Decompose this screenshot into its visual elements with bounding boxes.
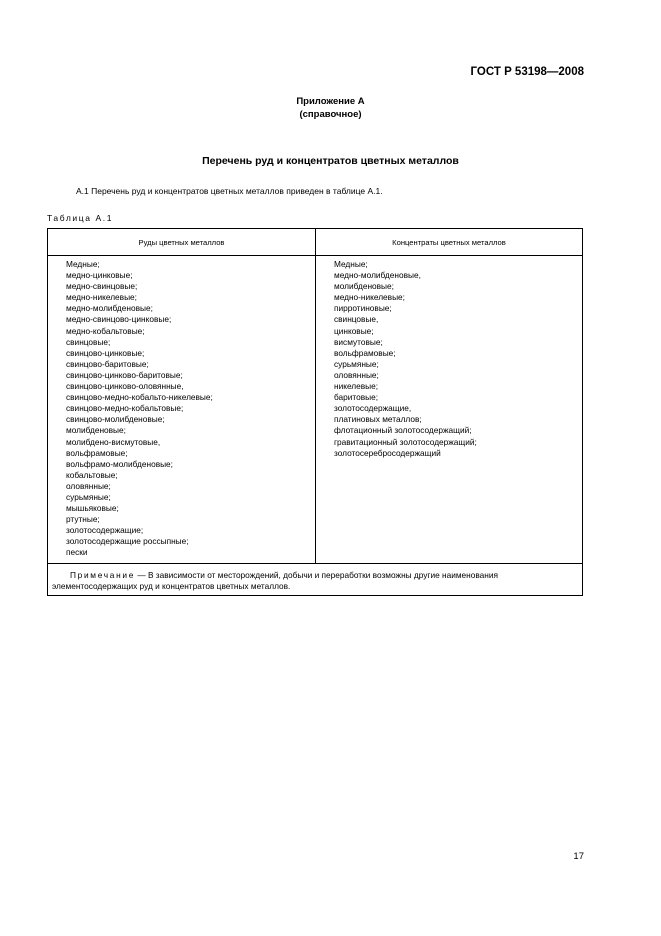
concentrate-item: молибденовые; xyxy=(334,281,394,292)
page-number: 17 xyxy=(573,851,584,862)
concentrate-item: золотосеребросодержащий xyxy=(334,447,441,458)
ore-item: медно-молибденовые; xyxy=(66,303,153,314)
concentrate-item: вольфрамовые; xyxy=(334,347,396,358)
note-text: — В зависимости от месторождений, добычи и переработки возможны другие наименования элементосодержащих руд и концентратов цветных металлов. xyxy=(52,569,498,591)
appendix-title: Приложение А xyxy=(296,96,365,107)
ore-item: вольфрамо-молибденовые; xyxy=(66,458,173,469)
ore-item: сурьмяные; xyxy=(66,491,111,502)
table-label: Таблица А.1 xyxy=(47,213,114,223)
ore-item: золотосодержащие россыпные; xyxy=(66,536,189,547)
ore-item: свинцово-медно-кобальто-никелевые; xyxy=(66,392,213,403)
appendix-type: (справочное) xyxy=(299,109,362,120)
ore-item: Медные; xyxy=(66,259,100,269)
concentrate-item: гравитационный золотосодержащий; xyxy=(334,436,477,447)
ore-item: молибдено-висмутовые, xyxy=(66,436,161,447)
concentrates-list xyxy=(316,256,582,463)
ore-item: ртутные; xyxy=(66,514,100,525)
column-header-ores: Руды цветных металлов xyxy=(48,229,316,256)
concentrate-item: баритовые; xyxy=(334,392,379,403)
concentrate-item: Медные; xyxy=(334,259,368,269)
ore-item: медно-свинцовые; xyxy=(66,281,138,292)
table-body-row xyxy=(48,256,583,564)
metals-table xyxy=(47,228,583,596)
concentrate-item: висмутовые; xyxy=(334,336,383,347)
concentrate-item: никелевые; xyxy=(334,381,379,392)
ore-item: вольфрамовые; xyxy=(66,447,128,458)
note-label: Примечание xyxy=(70,569,136,580)
ore-item: свинцово-медно-кобальтовые; xyxy=(66,403,184,414)
concentrate-item: пирротиновые; xyxy=(334,303,392,314)
concentrate-item: медно-никелевые; xyxy=(334,292,405,303)
concentrate-item: оловянные; xyxy=(334,369,379,380)
ores-cell xyxy=(48,256,316,564)
intro-paragraph: А.1 Перечень руд и концентратов цветных металлов приведен в таблице А.1. xyxy=(76,186,383,196)
concentrate-item: цинковые; xyxy=(334,325,374,336)
ore-item: свинцово-молибденовые; xyxy=(66,414,165,425)
ore-item: медно-кобальтовые; xyxy=(66,325,145,336)
concentrate-item: платиновых металлов; xyxy=(334,414,422,425)
concentrate-item: медно-молибденовые, xyxy=(334,270,421,281)
concentrate-item: свинцовые, xyxy=(334,314,379,325)
table-note xyxy=(48,563,583,596)
column-header-concentrates: Концентраты цветных металлов xyxy=(316,229,583,256)
ore-item: медно-цинковые; xyxy=(66,270,133,281)
ore-item: свинцовые; xyxy=(66,336,111,347)
concentrate-item: сурьмяные; xyxy=(334,358,379,369)
ore-item: мышьяковые; xyxy=(66,503,119,514)
ore-item: медно-свинцово-цинковые; xyxy=(66,314,172,325)
ore-item: свинцово-цинково-баритовые; xyxy=(66,369,183,380)
ore-item: золотосодержащие; xyxy=(66,525,144,536)
ores-list xyxy=(48,256,315,563)
ore-item: свинцово-баритовые; xyxy=(66,358,149,369)
ore-item: пески xyxy=(66,547,88,558)
table-header-row xyxy=(48,229,583,256)
concentrates-cell xyxy=(316,256,583,564)
ore-item: свинцово-цинковые; xyxy=(66,347,145,358)
table-note-row xyxy=(48,563,583,596)
ore-item: свинцово-цинково-оловянные, xyxy=(66,381,184,392)
document-code: ГОСТ Р 53198—2008 xyxy=(470,66,584,78)
concentrate-item: флотационный золотосодержащий; xyxy=(334,425,472,436)
concentrate-item: золотосодержащие, xyxy=(334,403,412,414)
ore-item: оловянные; xyxy=(66,480,111,491)
ore-item: медно-никелевые; xyxy=(66,292,137,303)
section-title: Перечень руд и концентратов цветных металлов xyxy=(202,155,459,167)
ore-item: молибденовые; xyxy=(66,425,126,436)
ore-item: кобальтовые; xyxy=(66,469,118,480)
